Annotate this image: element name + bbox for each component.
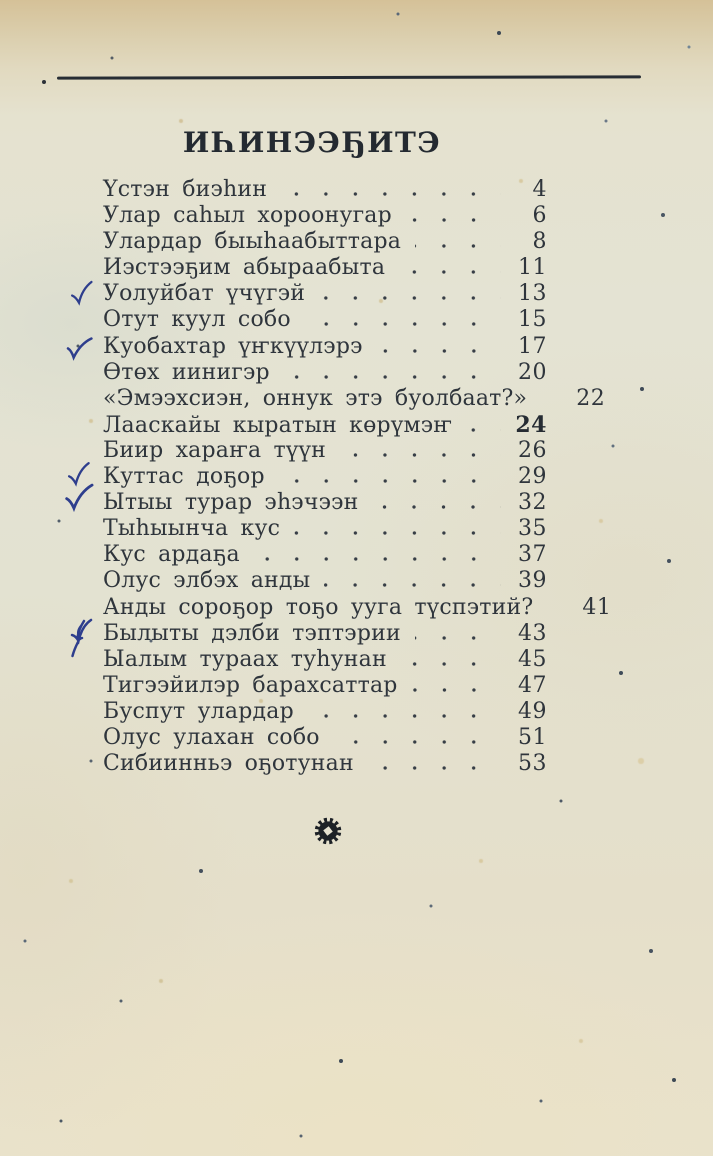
toc-row <box>103 229 547 255</box>
toc-page-number: 49 <box>518 698 547 724</box>
toc-entry-title: Былыты дэлби тэптэрии <box>103 620 401 646</box>
toc-entry-title: Үстэн биэһин <box>103 177 268 202</box>
dot-leader <box>334 740 501 744</box>
toc-row <box>103 725 547 751</box>
toc-page-number: 39 <box>518 568 547 594</box>
toc-row <box>103 490 547 516</box>
toc-entry-title: Биир хараҥа түүн <box>103 437 327 463</box>
dot-leader <box>254 557 501 561</box>
dot-leader <box>466 428 501 432</box>
handwritten-checkmark <box>69 613 95 659</box>
toc-row <box>103 751 547 777</box>
toc-entry-title: Куттас доҕор <box>103 464 265 490</box>
toc-row <box>103 203 547 229</box>
page-title: ИҺИНЭЭҔИТЭ <box>182 126 442 159</box>
dot-leader <box>547 610 565 614</box>
toc-row <box>103 647 547 673</box>
toc-row <box>103 568 547 594</box>
toc-page-number: 6 <box>532 203 547 229</box>
toc-entry-title: Анды сороҕор тоҕо ууга түспэтий? <box>103 594 534 620</box>
toc-row <box>103 699 547 725</box>
toc-row <box>103 438 547 464</box>
dot-leader <box>279 479 501 483</box>
dot-leader <box>305 322 501 326</box>
toc-page-number: 24 <box>515 411 547 438</box>
toc-entry-title: Олус элбэх анды <box>103 568 311 594</box>
dot-leader <box>284 375 501 379</box>
toc-row <box>103 621 547 647</box>
dot-leader <box>372 505 501 509</box>
toc-row <box>103 360 547 386</box>
toc-entry-title: Лааскайы кыратын көрүмэҥ <box>103 412 453 438</box>
toc-row <box>103 177 547 203</box>
toc-page-number: 43 <box>518 620 547 646</box>
toc-page-number: 51 <box>518 724 547 750</box>
toc-row <box>103 385 606 412</box>
dot-leader <box>319 296 501 300</box>
table-of-contents <box>103 177 612 777</box>
toc-page-number: 32 <box>518 490 547 516</box>
toc-entry-title: Отут куул собо <box>103 307 291 333</box>
toc-page-number: 13 <box>518 281 547 307</box>
toc-row <box>103 542 547 568</box>
handwritten-checkmark <box>64 332 94 364</box>
toc-entry-title: Куобахтар үҥкүүлэрэ <box>103 333 363 359</box>
dot-leader <box>294 531 501 535</box>
toc-row <box>103 594 612 621</box>
toc-page-number: 26 <box>518 437 547 463</box>
toc-entry-title: Олус улахан собо <box>103 724 320 750</box>
handwritten-checkmark <box>63 480 94 514</box>
dot-leader <box>377 349 501 353</box>
toc-page-number: 8 <box>532 229 547 255</box>
toc-page-number: 35 <box>518 516 547 542</box>
toc-row <box>103 673 547 699</box>
toc-row <box>103 516 547 542</box>
dot-leader <box>401 662 501 666</box>
toc-page-number: 47 <box>518 672 547 698</box>
dot-leader <box>368 766 501 770</box>
dot-leader <box>406 218 501 222</box>
toc-page-number: 15 <box>518 307 547 333</box>
toc-entry-title: «Эмээхсиэн, оннук этэ буолбаат?» <box>103 385 528 411</box>
dot-leader <box>415 636 501 640</box>
dot-leader <box>281 192 501 196</box>
toc-row <box>103 307 547 333</box>
dot-leader <box>324 583 501 587</box>
toc-page-number: 29 <box>518 464 547 490</box>
toc-row <box>103 281 547 307</box>
toc-entry-title: Ытыы турар эһэчээн <box>103 490 359 516</box>
toc-page-number: 22 <box>576 385 606 411</box>
toc-row <box>103 334 547 360</box>
dot-leader <box>415 244 501 248</box>
paper-fiber-specks <box>0 0 2 2</box>
toc-entry-title: Ыалым тураах туһунан <box>103 646 387 672</box>
toc-entry-title: Сибиинньэ оҕотунан <box>103 751 354 777</box>
dot-leader <box>541 401 559 405</box>
toc-row <box>103 255 547 281</box>
toc-page-number: 37 <box>518 542 547 568</box>
toc-entry-title: Кус ардаҕа <box>103 542 240 568</box>
toc-row <box>103 464 547 490</box>
toc-entry-title: Тыһыынча кус <box>103 516 281 542</box>
top-horizontal-rule <box>57 75 641 79</box>
toc-page-number: 4 <box>532 177 547 202</box>
toc-entry-title: Уолуйбат үчүгэй <box>103 281 306 307</box>
dot-leader <box>340 453 501 457</box>
toc-page-number: 41 <box>582 594 612 620</box>
toc-entry-title: Иэстээҕим абыраабыта <box>103 255 386 281</box>
toc-page-number: 45 <box>518 646 547 672</box>
dot-leader <box>412 688 501 692</box>
rosette-gear-ornament-icon <box>311 813 345 849</box>
toc-entry-title: Тигээйилэр барахсаттар <box>103 672 398 698</box>
toc-page-number: 11 <box>518 255 547 281</box>
toc-entry-title: Улар саһыл хороонугар <box>103 203 392 229</box>
toc-row <box>103 412 547 438</box>
dot-leader <box>399 270 501 274</box>
toc-entry-title: Өтөх иинигэр <box>103 359 270 385</box>
toc-page-number: 20 <box>518 359 547 385</box>
toc-entry-title: Улардар быыһаабыттара <box>103 229 402 255</box>
toc-entry-title: Буспут улардар <box>103 698 294 724</box>
handwritten-checkmark <box>69 280 94 307</box>
dot-leader <box>308 714 501 718</box>
toc-page-number: 17 <box>518 333 547 359</box>
toc-page-number: 53 <box>518 751 547 777</box>
